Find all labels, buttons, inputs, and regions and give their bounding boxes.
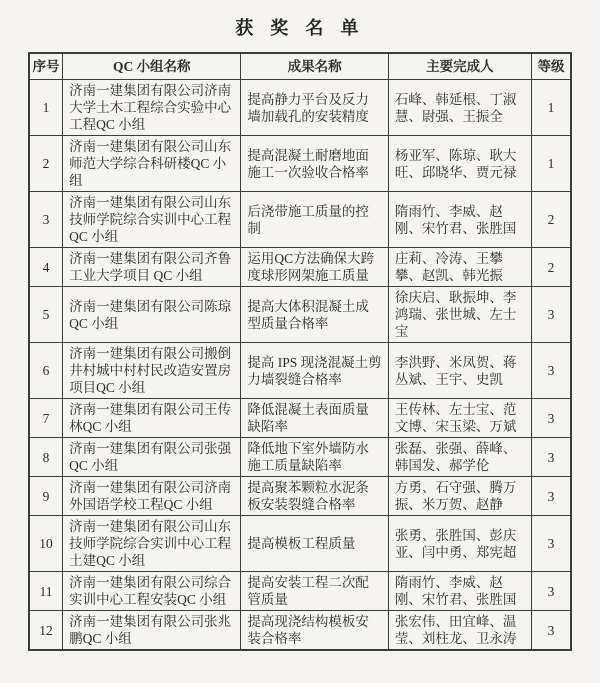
- cell-achievement-name: 降低地下室外墙防水施工质量缺陷率: [241, 438, 388, 477]
- cell-achievement-name: 提高 IPS 现浇混凝土剪力墙裂缝合格率: [241, 343, 388, 399]
- cell-main-contributors: 石峰、韩延根、丁淑慧、尉强、王振全: [388, 80, 531, 136]
- cell-grade: 2: [531, 192, 571, 248]
- cell-serial-number: 5: [29, 287, 63, 343]
- cell-qc-group-name: 济南一建集团有限公司山东技师学院综合实训中心工程QC 小组: [63, 192, 241, 248]
- col-header-achievement-name: 成果名称: [241, 53, 388, 80]
- cell-grade: 3: [531, 343, 571, 399]
- col-header-grade: 等级: [531, 53, 571, 80]
- cell-qc-group-name: 济南一建集团有限公司山东技师学院综合实训中心工程土建QC 小组: [63, 516, 241, 572]
- cell-main-contributors: 张宏伟、田宜峰、温莹、刘柱龙、卫永涛: [388, 611, 531, 651]
- cell-grade: 3: [531, 572, 571, 611]
- table-row: [29, 80, 571, 136]
- cell-serial-number: 3: [29, 192, 63, 248]
- table-row: [29, 136, 571, 192]
- award-table: [28, 52, 572, 651]
- cell-qc-group-name: 济南一建集团有限公司济南大学土木工程综合实验中心工程QC 小组: [63, 80, 241, 136]
- cell-qc-group-name: 济南一建集团有限公司齐鲁工业大学项目 QC 小组: [63, 248, 241, 287]
- cell-serial-number: 9: [29, 477, 63, 516]
- cell-qc-group-name: 济南一建集团有限公司搬倒井村城中村村民改造安置房项目QC 小组: [63, 343, 241, 399]
- cell-achievement-name: 降低混凝土表面质量缺陷率: [241, 399, 388, 438]
- cell-achievement-name: 后浇带施工质量的控制: [241, 192, 388, 248]
- cell-serial-number: 6: [29, 343, 63, 399]
- cell-main-contributors: 庄莉、冷涛、王攀攀、赵凯、韩光振: [388, 248, 531, 287]
- cell-main-contributors: 徐庆启、耿振坤、李鸿瑞、张世城、左士宝: [388, 287, 531, 343]
- cell-qc-group-name: 济南一建集团有限公司山东师范大学综合科研楼QC 小组: [63, 136, 241, 192]
- cell-grade: 1: [531, 80, 571, 136]
- table-row: [29, 287, 571, 343]
- cell-main-contributors: 隋雨竹、李威、赵刚、宋竹君、张胜国: [388, 572, 531, 611]
- cell-qc-group-name: 济南一建集团有限公司陈琼QC 小组: [63, 287, 241, 343]
- cell-qc-group-name: 济南一建集团有限公司济南外国语学校工程QC 小组: [63, 477, 241, 516]
- cell-grade: 3: [531, 399, 571, 438]
- cell-achievement-name: 提高现浇结构模板安装合格率: [241, 611, 388, 651]
- cell-serial-number: 12: [29, 611, 63, 651]
- cell-grade: 2: [531, 248, 571, 287]
- cell-main-contributors: 李洪野、米凤贺、蒋丛斌、王宇、史凯: [388, 343, 531, 399]
- cell-serial-number: 11: [29, 572, 63, 611]
- cell-serial-number: 8: [29, 438, 63, 477]
- table-row: [29, 438, 571, 477]
- cell-qc-group-name: 济南一建集团有限公司张强QC 小组: [63, 438, 241, 477]
- cell-grade: 1: [531, 136, 571, 192]
- page-title: 获 奖 名 单: [235, 18, 365, 38]
- cell-serial-number: 2: [29, 136, 63, 192]
- cell-grade: 3: [531, 287, 571, 343]
- table-row: [29, 572, 571, 611]
- col-header-main-contributors: 主要完成人: [388, 53, 531, 80]
- cell-main-contributors: 张勇、张胜国、彭庆亚、闫中勇、郑宪超: [388, 516, 531, 572]
- table-row: [29, 477, 571, 516]
- cell-serial-number: 10: [29, 516, 63, 572]
- table-row: [29, 399, 571, 438]
- cell-achievement-name: 运用QC方法确保大跨度球形网架施工质量: [241, 248, 388, 287]
- cell-qc-group-name: 济南一建集团有限公司王传林QC 小组: [63, 399, 241, 438]
- cell-main-contributors: 张磊、张强、薛峰、韩国发、郝学伦: [388, 438, 531, 477]
- cell-achievement-name: 提高聚苯颗粒水泥条板安装裂缝合格率: [241, 477, 388, 516]
- table-row: [29, 343, 571, 399]
- cell-main-contributors: 王传林、左士宝、范文博、宋玉梁、万斌: [388, 399, 531, 438]
- cell-achievement-name: 提高安装工程二次配管质量: [241, 572, 388, 611]
- header-row: [29, 53, 571, 80]
- cell-main-contributors: 杨亚军、陈琼、耿大旺、邱晓华、贾元禄: [388, 136, 531, 192]
- cell-achievement-name: 提高大体积混凝土成型质量合格率: [241, 287, 388, 343]
- cell-grade: 3: [531, 516, 571, 572]
- table-row: [29, 516, 571, 572]
- cell-grade: 3: [531, 438, 571, 477]
- cell-grade: 3: [531, 611, 571, 651]
- cell-achievement-name: 提高模板工程质量: [241, 516, 388, 572]
- cell-serial-number: 4: [29, 248, 63, 287]
- cell-serial-number: 7: [29, 399, 63, 438]
- cell-achievement-name: 提高混凝土耐磨地面施工一次验收合格率: [241, 136, 388, 192]
- cell-main-contributors: 隋雨竹、李威、赵刚、宋竹君、张胜国: [388, 192, 531, 248]
- cell-grade: 3: [531, 477, 571, 516]
- cell-qc-group-name: 济南一建集团有限公司张兆鹏QC 小组: [63, 611, 241, 651]
- table-row: [29, 611, 571, 651]
- col-header-qc-group-name: QC 小组名称: [63, 53, 241, 80]
- cell-main-contributors: 方勇、石守强、腾万振、米万贺、赵静: [388, 477, 531, 516]
- cell-qc-group-name: 济南一建集团有限公司综合实训中心工程安装QC 小组: [63, 572, 241, 611]
- table-row: [29, 192, 571, 248]
- cell-serial-number: 1: [29, 80, 63, 136]
- table-row: [29, 248, 571, 287]
- cell-achievement-name: 提高静力平台及反力墙加载孔的安装精度: [241, 80, 388, 136]
- col-header-serial-number: 序号: [29, 53, 63, 80]
